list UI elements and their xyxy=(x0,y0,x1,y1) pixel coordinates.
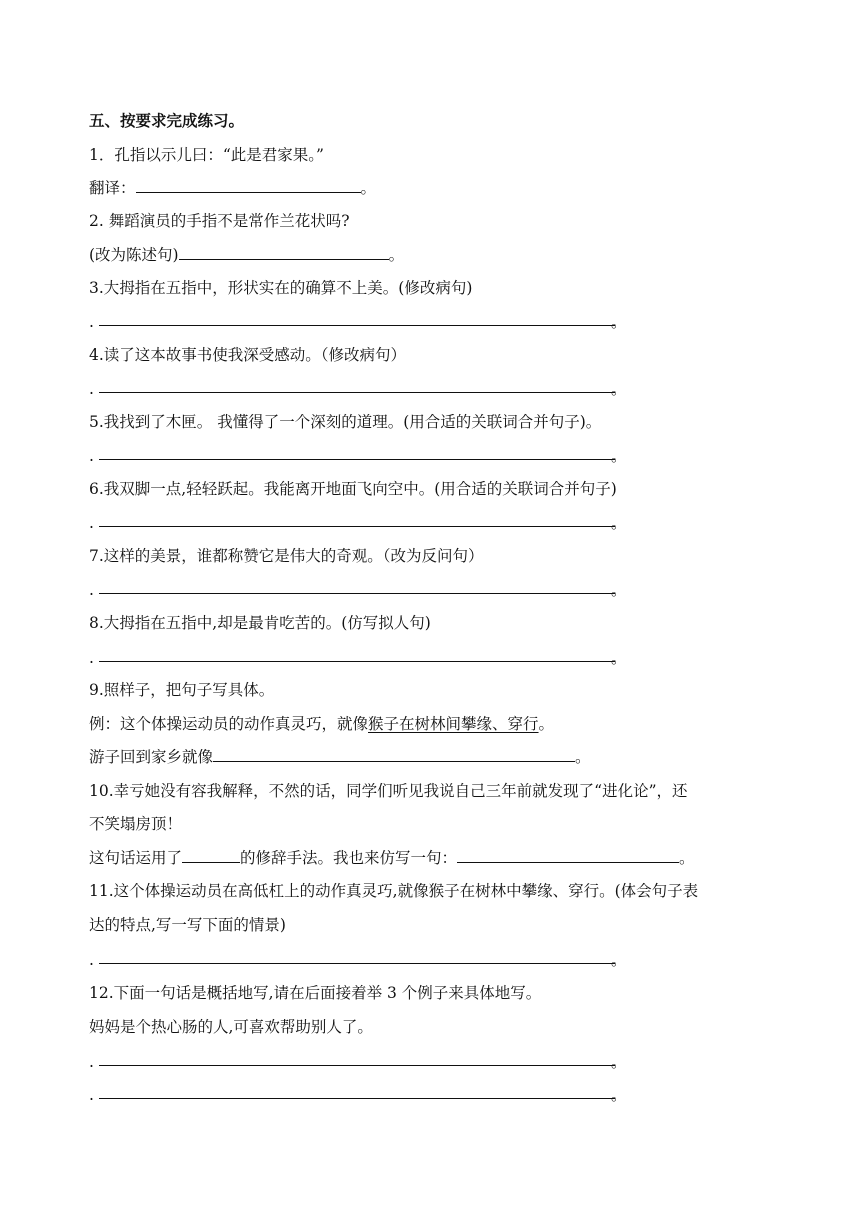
question-8: 8.大拇指在五指中,却是最肯吃苦的。(仿写拟人句) xyxy=(89,614,431,632)
question-1: 1．孔指以示儿曰：“此是君家果。” xyxy=(89,146,324,164)
question-4: 4.读了这本故事书使我深受感动。（修改病句） xyxy=(89,346,407,364)
question-7: 7.这样的美景，谁都称赞它是伟大的奇观。（改为反问句） xyxy=(89,547,484,565)
question-3: 3.大拇指在五指中，形状实在的确算不上美。(修改病句) xyxy=(89,279,473,297)
answer-blank[interactable] xyxy=(136,178,361,193)
question-11-line-2: 达的特点,写一写下面的情景) xyxy=(89,916,286,934)
question-10-line-2: 不笑塌房顶！ xyxy=(89,815,183,833)
question-9: 9.照样子，把句子写具体。 xyxy=(89,681,275,699)
question-10-line-1: 10.幸亏她没有容我解释，不然的话，同学们听见我说自己三年前就发现了“进化论”，还 xyxy=(89,782,688,800)
question-2-answer xyxy=(89,245,404,265)
question-5: 5.我找到了木匣。 我懂得了一个深刻的道理。(用合适的关联词合并句子)。 xyxy=(89,413,602,431)
question-12: 12.下面一句话是概括地写,请在后面接着举 3 个例子来具体地写。 xyxy=(89,984,542,1002)
answer-prefix: 翻译： xyxy=(89,179,136,197)
section-title: 五、按要求完成练习。 xyxy=(89,112,245,130)
question-11-line-1: 11.这个体操运动员在高低杠上的动作真灵巧,就像猴子在树林中攀缘、穿行。(体会句子表 xyxy=(89,882,699,900)
imitation-blank[interactable] xyxy=(457,848,679,863)
answer-end: 。 xyxy=(388,246,405,264)
answer-blank[interactable] xyxy=(179,245,389,260)
question-9-prompt: 游子回到家乡就像 。 xyxy=(89,748,591,766)
rhetoric-blank[interactable] xyxy=(182,848,240,863)
question-2: 2. 舞蹈演员的手指不是常作兰花状吗? xyxy=(89,212,350,230)
answer-blank[interactable] xyxy=(213,747,575,762)
question-9-example: 例：这个体操运动员的动作真灵巧，就像猴子在树林间攀缘、穿行。 xyxy=(89,715,555,733)
question-6: 6.我双脚一点,轻轻跃起。我能离开地面飞向空中。(用合适的关联词合并句子) xyxy=(89,480,617,498)
answer-end: 。 xyxy=(360,179,377,197)
question-10-prompt: 这句话运用了 的修辞手法。我也来仿写一句： 。 xyxy=(89,849,695,867)
question-12-sentence: 妈妈是个热心肠的人,可喜欢帮助别人了。 xyxy=(89,1018,373,1036)
example-underlined: 猴子在树林间攀缘、穿行 xyxy=(368,715,539,733)
answer-prefix: (改为陈述句) xyxy=(89,246,179,264)
question-1-answer xyxy=(89,178,376,198)
